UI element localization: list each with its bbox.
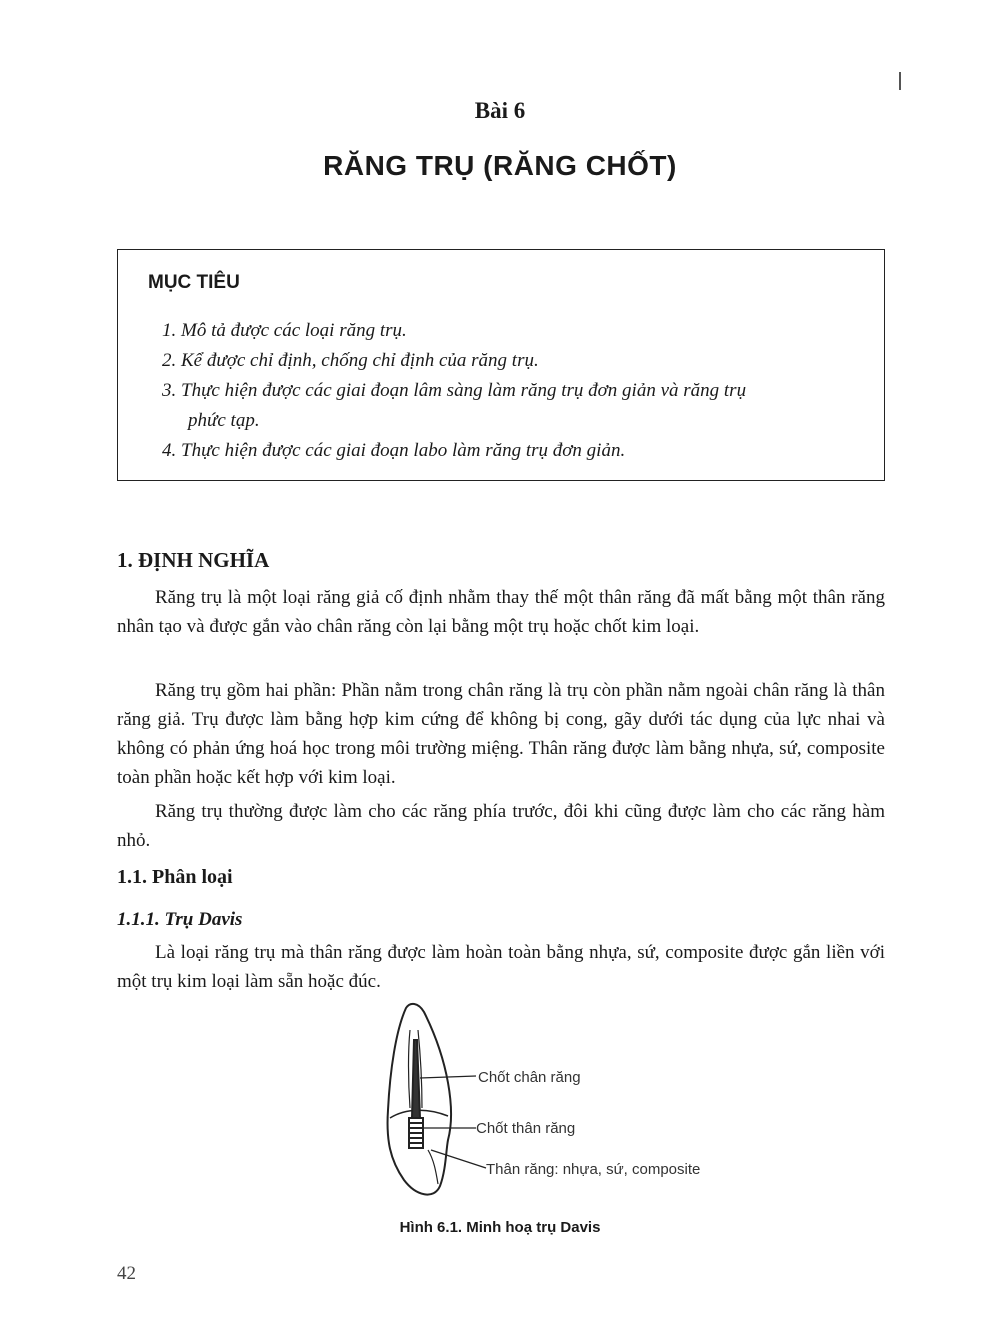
section-heading: 1. ĐỊNH NGHĨA: [117, 548, 270, 572]
objective-item: 3. Thực hiện được các giai đoạn lâm sàng làm răng trụ đơn giản và răng trụ: [162, 380, 747, 401]
objective-item: 2. Kể được chỉ định, chống chỉ định của răng trụ.: [162, 350, 539, 371]
page-number: 42: [117, 1263, 136, 1284]
paragraph: Răng trụ thường được làm cho các răng phía trước, đôi khi cũng được làm cho các răng hàm nhỏ.: [117, 801, 885, 851]
paragraph: Răng trụ gồm hai phần: Phần nằm trong chân răng là trụ còn phần nằm ngoài chân răng là thân răng giả. Trụ được làm bằng hợp kim cứng để không bị cong, gãy dưới tác dụng của lực nhai và không có phản ứng hoá học trong môi trường miệng. Thân răng được làm bằng nhựa, sứ, composite toàn phần hoặc kết hợp với kim loại.: [117, 680, 885, 788]
objective-item: 4. Thực hiện được các giai đoạn labo làm răng trụ đơn giản.: [162, 440, 626, 461]
objective-item: 1. Mô tả được các loại răng trụ.: [162, 320, 407, 341]
paragraph: Răng trụ là một loại răng giả cố định nhằm thay thế một thân răng đã mất bằng một thân răng nhân tạo và được gắn vào chân răng còn lại bằng một trụ hoặc chốt kim loại.: [117, 587, 885, 637]
subsubsection-heading: 1.1.1. Trụ Davis: [117, 909, 243, 930]
objectives-list: [162, 316, 882, 466]
tooth-illustration: [388, 1004, 451, 1195]
objectives-heading: MỤC TIÊU: [148, 272, 240, 293]
lesson-title: RĂNG TRỤ (RĂNG CHỐT): [323, 150, 677, 181]
label-crown-material: Thân răng: nhựa, sứ, composite: [486, 1161, 701, 1178]
davis-post-figure: [376, 1000, 736, 1210]
figure-caption: Hình 6.1. Minh hoạ trụ Davis: [399, 1219, 601, 1236]
corner-mark: [899, 72, 901, 90]
objective-item-continuation: phức tạp.: [188, 410, 260, 431]
lesson-label: Bài 6: [474, 98, 526, 123]
label-crown-post: Chốt thân răng: [476, 1120, 576, 1137]
paragraph: Là loại răng trụ mà thân răng được làm hoàn toàn bằng nhựa, sứ, composite được gắn liền với một trụ kim loại làm sẵn hoặc đúc.: [117, 942, 885, 992]
label-root-post: Chốt chân răng: [478, 1069, 581, 1086]
subsection-heading: 1.1. Phân loại: [117, 866, 233, 888]
